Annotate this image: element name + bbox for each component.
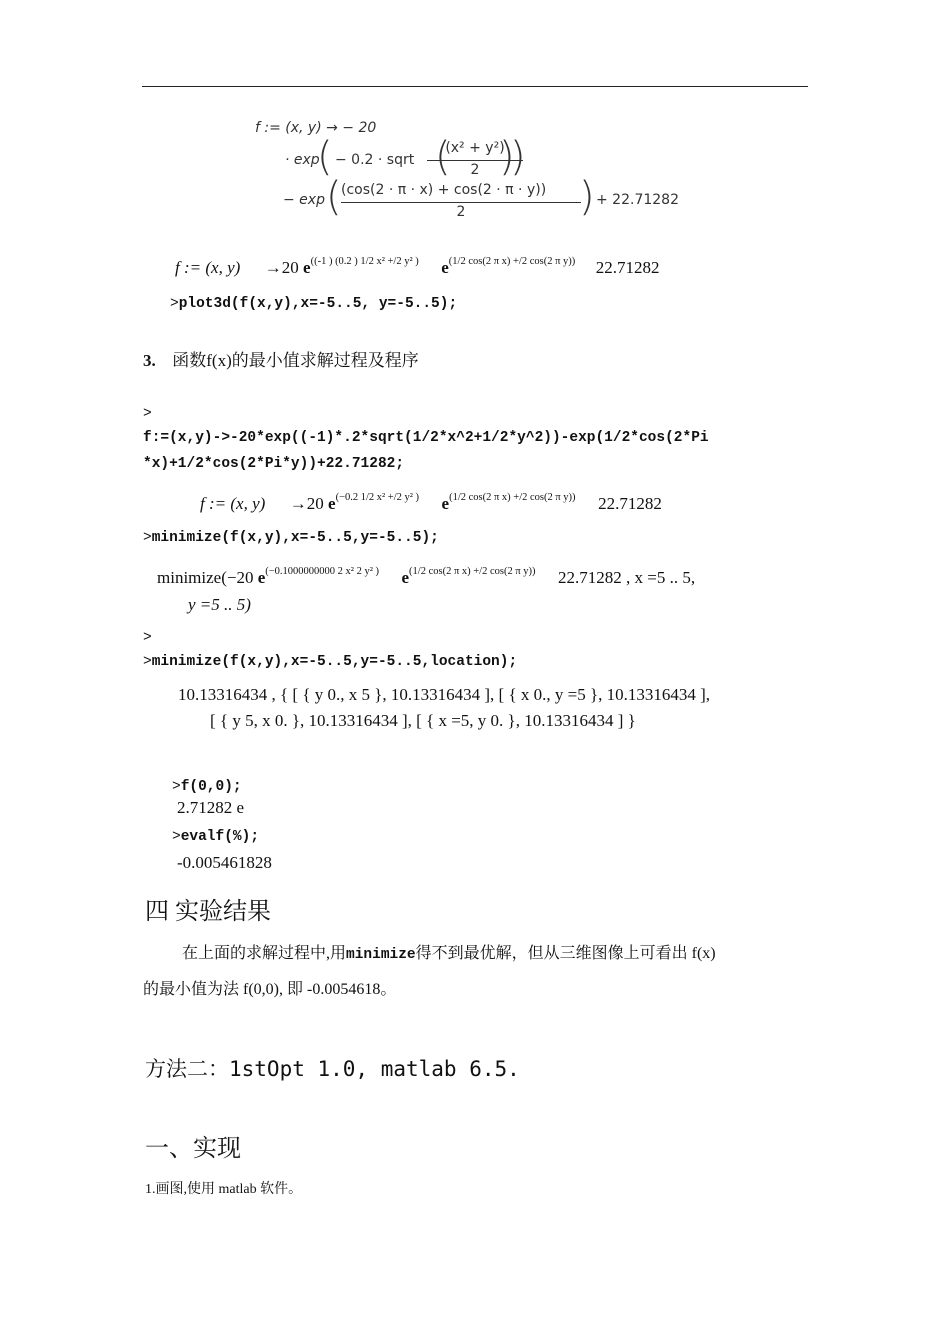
maple-output-1: f := (x, y) →20 $e^{((-1 ) (0.2 ) 1/2 x^2 +/2 y^2 )}$ $e^{(1/2 cos(2 \pi x) +/2 cos(2 \pi y))}$ 22.71282 bbox=[175, 256, 660, 277]
maple-command-evalf: >evalf(%); bbox=[172, 829, 260, 845]
result-paragraph-line2: 的最小值为法 f(0,0), 即 -0.0054618。 bbox=[143, 981, 397, 998]
maple-prompt-empty-2: > bbox=[143, 630, 152, 646]
section-1-heading: 一、实现 bbox=[145, 1136, 241, 1162]
maple-output-4-line1: 10.13316434 , { [ { y 0., x 5 }, 10.13316434 ], [ { x 0., y =5 }, 10.13316434 ], bbox=[178, 685, 711, 704]
maple-command-plot3d: >plot3d(f(x,y),x=-5..5, y=-5..5); bbox=[170, 296, 458, 312]
maple-output-2: f := (x, y) →20 $e^{(-0.2 1/2 x^2 +/2 y^2 )}$ $e^{(1/2 cos(2 \pi x) +/2 cos(2 \pi y))}$ 22.71282 bbox=[200, 492, 662, 513]
maple-command-f00: >f(0,0); bbox=[172, 779, 242, 795]
method-2-heading: 方法二：1stOpt 1.0, matlab 6.5. bbox=[145, 1057, 520, 1081]
maple-prompt-empty-1: > bbox=[143, 406, 152, 422]
list-item-1: 1.画图,使用 matlab 软件。 bbox=[145, 1182, 303, 1197]
maple-output-6: -0.005461828 bbox=[177, 853, 272, 872]
maple-command-define-line1: f:=(x,y)->-20*exp((-1)*.2*sqrt(1/2*x^2+1/2*y^2))-exp(1/2*cos(2*Pi bbox=[143, 430, 709, 446]
maple-command-minimize-location: >minimize(f(x,y),x=-5..5,y=-5..5,location); bbox=[143, 654, 518, 670]
section-3-heading: 3. 函数f(x)的最小值求解过程及程序 bbox=[143, 351, 419, 370]
maple-command-define-line2: *x)+1/2*cos(2*Pi*y))+22.71282; bbox=[143, 456, 405, 472]
maple-command-minimize-1: >minimize(f(x,y),x=-5..5,y=-5..5); bbox=[143, 530, 439, 546]
maple-output-3-line1: minimize(−20 $e^{(-0.1000000000 2 x^2 2 y^2 )}$ $e^{(1/2 cos(2 \pi x) +/2 cos(2 \pi y))}$ 22.71282 , x =5 .. 5, bbox=[157, 566, 696, 587]
maple-output-5: 2.71282 e bbox=[177, 798, 245, 817]
section-4-heading: 四 实验结果 bbox=[145, 899, 271, 925]
header-rule bbox=[142, 86, 808, 87]
maple-output-4-line2: [ { y 5, x 0. }, 10.13316434 ], [ { x =5, y 0. }, 10.13316434 ] } bbox=[210, 711, 636, 730]
result-paragraph-line1: 在上面的求解过程中,用minimize得不到最优解，但从三维图像上可看出 f(x) bbox=[182, 945, 716, 963]
maple-output-3-line2: y =5 .. 5) bbox=[188, 595, 251, 614]
math-input-line1: f := (x, y) → − 20 bbox=[255, 120, 377, 136]
